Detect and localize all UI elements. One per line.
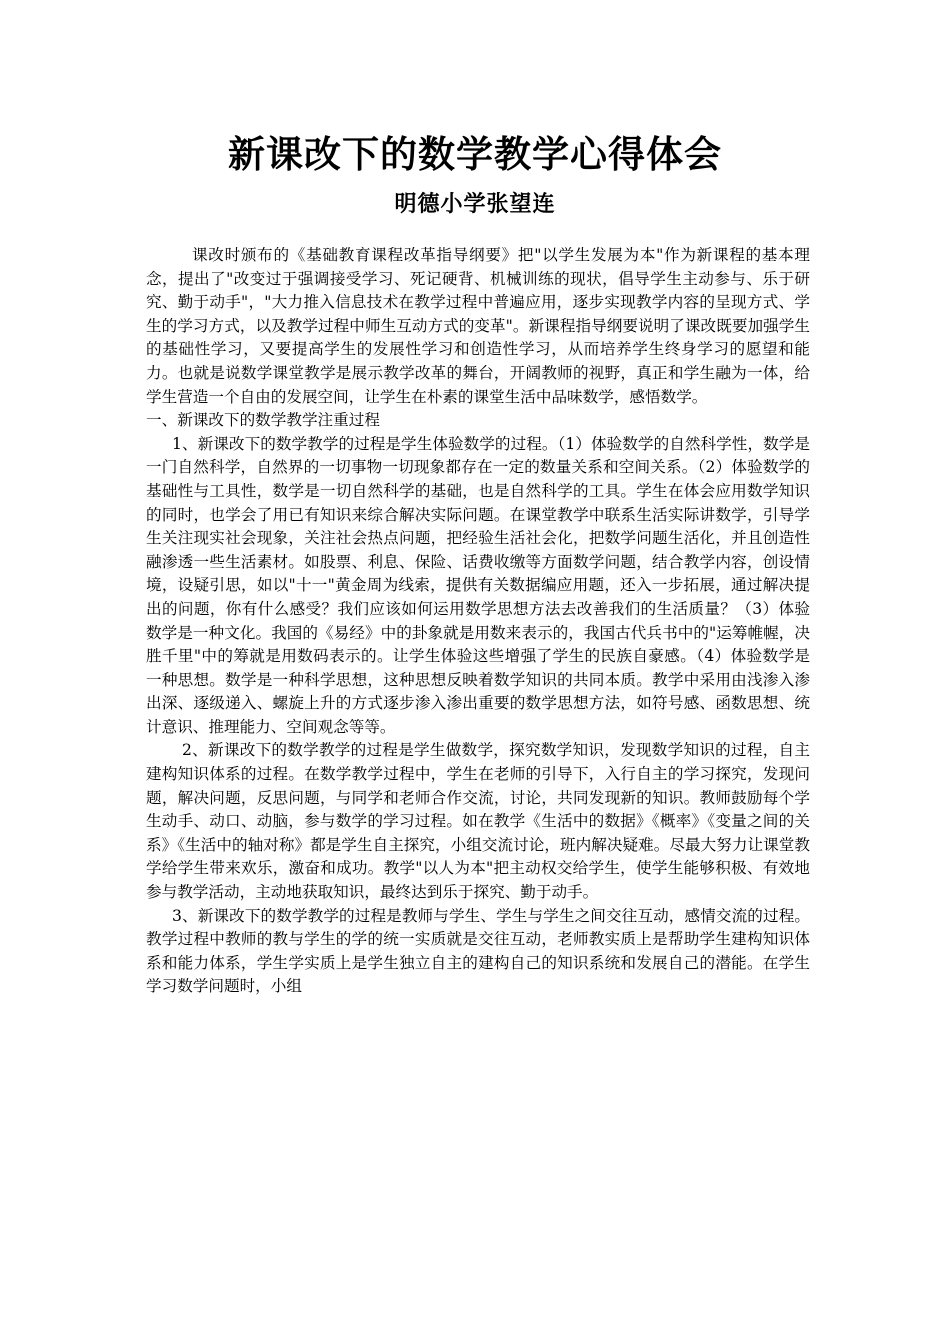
document-author: 明德小学张望连 — [394, 191, 556, 217]
document-title: 新课改下的数学教学心得体会 — [228, 132, 722, 176]
paragraph-point-2: 2、新课改下的数学教学的过程是学生做数学，探究数学知识，发现数学知识的过程，自主建构知识体系的过程。在数学教学过程中，学生在老师的引导下，入行自主的学习探究，发现问题，解决问题，反思问题，与同学和老师合作交流，讨论，共同发现新的知识。教师鼓励每个学生动手、动口、动脑，参与数学的学习过程。如在教学《生活中的数据》《概率》《变量之间的关系》《生活中的轴对称》都是学生自主探究，小组交流讨论，班内解决疑难。尽最大努力让课堂教学给学生带来欢乐，激奋和成功。教学"以人为本"把主动权交给学生，使学生能够积极、有效地参与教学活动，主动地获取知识，最终达到乐于探究、勤于动手。 — [146, 741, 810, 902]
section-heading-1: 一、新课改下的数学教学注重过程 — [146, 411, 380, 430]
paragraph-point-1: 1、新课改下的数学教学的过程是学生体验数学的过程。（1）体验数学的自然科学性，数学是一门自然科学，自然界的一切事物一切现象都存在一定的数量关系和空间关系。（2）体验数学的基础性与工具性，数学是一切自然科学的基础，也是自然科学的工具。学生在体会应用数学知识的同时，也学会了用已有知识来综合解决实际问题。在课堂教学中联系生活实际讲数学，引导学生关注现实社会现象，关注社会热点问题，把经验生活社会化，把数学问题生活化，并且创造性融渗透一些生活素材。如股票、利息、保险、话费收缴等方面数学问题，结合教学内容，创设情境，设疑引思，如以"十一"黄金周为线索，提供有关数据编应用题，还入一步拓展，通过解决提出的问题，你有什么感受？我们应该如何运用数学思想方法去改善我们的生活质量？（3）体验数学是一种文化。我国的《易经》中的卦象就是用数来表示的，我国古代兵书中的"运筹帷幄，决胜千里"中的筹就是用数码表示的。让学生体验这些增强了学生的民族自豪感。（4）体验数学是一种思想。数学是一种科学思想，这种思想反映着数学知识的共同本质。教学中采用由浅渗入渗出深、逐级递入、螺旋上升的方式逐步渗入渗出重要的数学思想方法，如符号感、函数思想、统计意识、推理能力、空间观念等等。 — [146, 434, 810, 736]
paragraph-intro: 课改时颁布的《基础教育课程改革指导纲要》把"以学生发展为本"作为新课程的基本理念，提出了"改变过于强调接受学习、死记硬背、机械训练的现状，倡导学生主动参与、乐于研究、勤于动手"，"大力推入信息技术在教学过程中普遍应用，逐步实现教学内容的呈现方式、学生的学习方式，以及教学过程中师生互动方式的变革"。新课程指导纲要说明了课改既要加强学生的基础性学习，又要提高学生的发展性学习和创造性学习，从而培养学生终身学习的愿望和能力。也就是说数学课堂教学是展示教学改革的舞台，开阔教师的视野，真正和学生融为一体，给学生营造一个自由的发展空间，让学生在朴素的课堂生活中品味数学，感悟数学。 — [146, 246, 810, 406]
paragraph-point-3: 3、新课改下的数学教学的过程是教师与学生、学生与学生之间交往互动，感情交流的过程。教学过程中教师的教与学生的学的统一实质就是交往互动，老师教实质上是帮助学生建构知识体系和能力体系，学生学实质上是学生独立自主的建构自己的知识系统和发展自己的潜能。在学生学习数学问题时，小组 — [146, 906, 810, 996]
document-body — [146, 244, 810, 999]
